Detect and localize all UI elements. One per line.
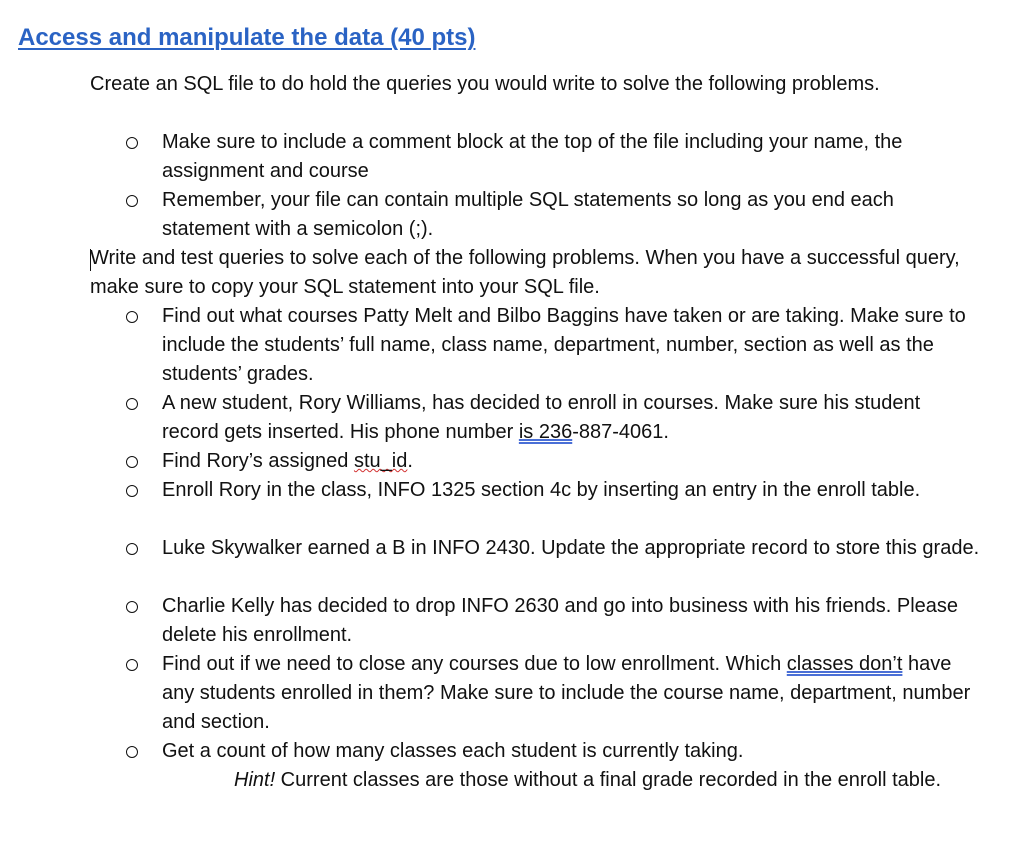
grammar-mark: is 236 [518, 421, 573, 443]
task-enroll-rory: Enroll Rory in the class, INFO 1325 section 4c by inserting an entry in the enroll table. [162, 479, 921, 501]
bullet-icon [126, 398, 138, 410]
hint-text: Current classes are those without a final grade recorded in the enroll table. [275, 769, 942, 791]
hint-note [234, 766, 994, 795]
task-find-stu-id [162, 447, 982, 476]
task-count-classes: Get a count of how many classes each student is currently taking. [162, 740, 744, 762]
intro-item-semicolon: Remember, your file can contain multiple SQL statements so long as you end each statement with a semicolon (;). [162, 189, 894, 240]
bullet-icon [126, 746, 138, 758]
grammar-mark: classes don’t [786, 653, 903, 675]
bullet-icon [126, 543, 138, 555]
task-text: Find Rory’s assigned [162, 450, 354, 472]
task-text: A new student, Rory Williams, has decided to enroll in courses. Make sure his student record gets inserted. His phone number [162, 392, 921, 443]
bullet-icon [126, 601, 138, 613]
section-heading: Access and manipulate the data (40 pts) [18, 24, 476, 51]
task-text: -887-4061. [572, 421, 669, 443]
task-delete-enrollment: Charlie Kelly has decided to drop INFO 2630 and go into business with his friends. Please delete his enrollment. [162, 595, 959, 646]
task-insert-student [162, 389, 982, 447]
bullet-icon [126, 485, 138, 497]
write-paragraph: Write and test queries to solve each of the following problems. When you have a successful query, make sure to copy your SQL statement into your SQL file. [90, 247, 960, 298]
bullet-icon [126, 311, 138, 323]
task-text: have any students enrolled in them? Make sure to include the course name, department, number and section. [162, 653, 971, 733]
hint-label: Hint! [234, 769, 276, 791]
task-update-grade: Luke Skywalker earned a B in INFO 2430. Update the appropriate record to store this grade. [162, 537, 980, 559]
task-text: Find out if we need to close any courses due to low enrollment. Which [162, 653, 787, 675]
task-empty-classes [162, 650, 982, 737]
intro-item-comment-block: Make sure to include a comment block at the top of the file including your name, the assignment and course [162, 131, 903, 182]
bullet-icon [126, 659, 138, 671]
bullet-icon [126, 137, 138, 149]
spelling-mark: stu_id [353, 450, 408, 472]
bullet-icon [126, 195, 138, 207]
bullet-icon [126, 456, 138, 468]
intro-paragraph: Create an SQL file to do hold the queries you would write to solve the following problems. [90, 73, 880, 95]
task-courses-taken: Find out what courses Patty Melt and Bilbo Baggins have taken or are taking. Make sure to include the students’ full name, class name, department, number, section as well as the students’ grades. [162, 305, 966, 385]
task-text: . [407, 450, 413, 472]
